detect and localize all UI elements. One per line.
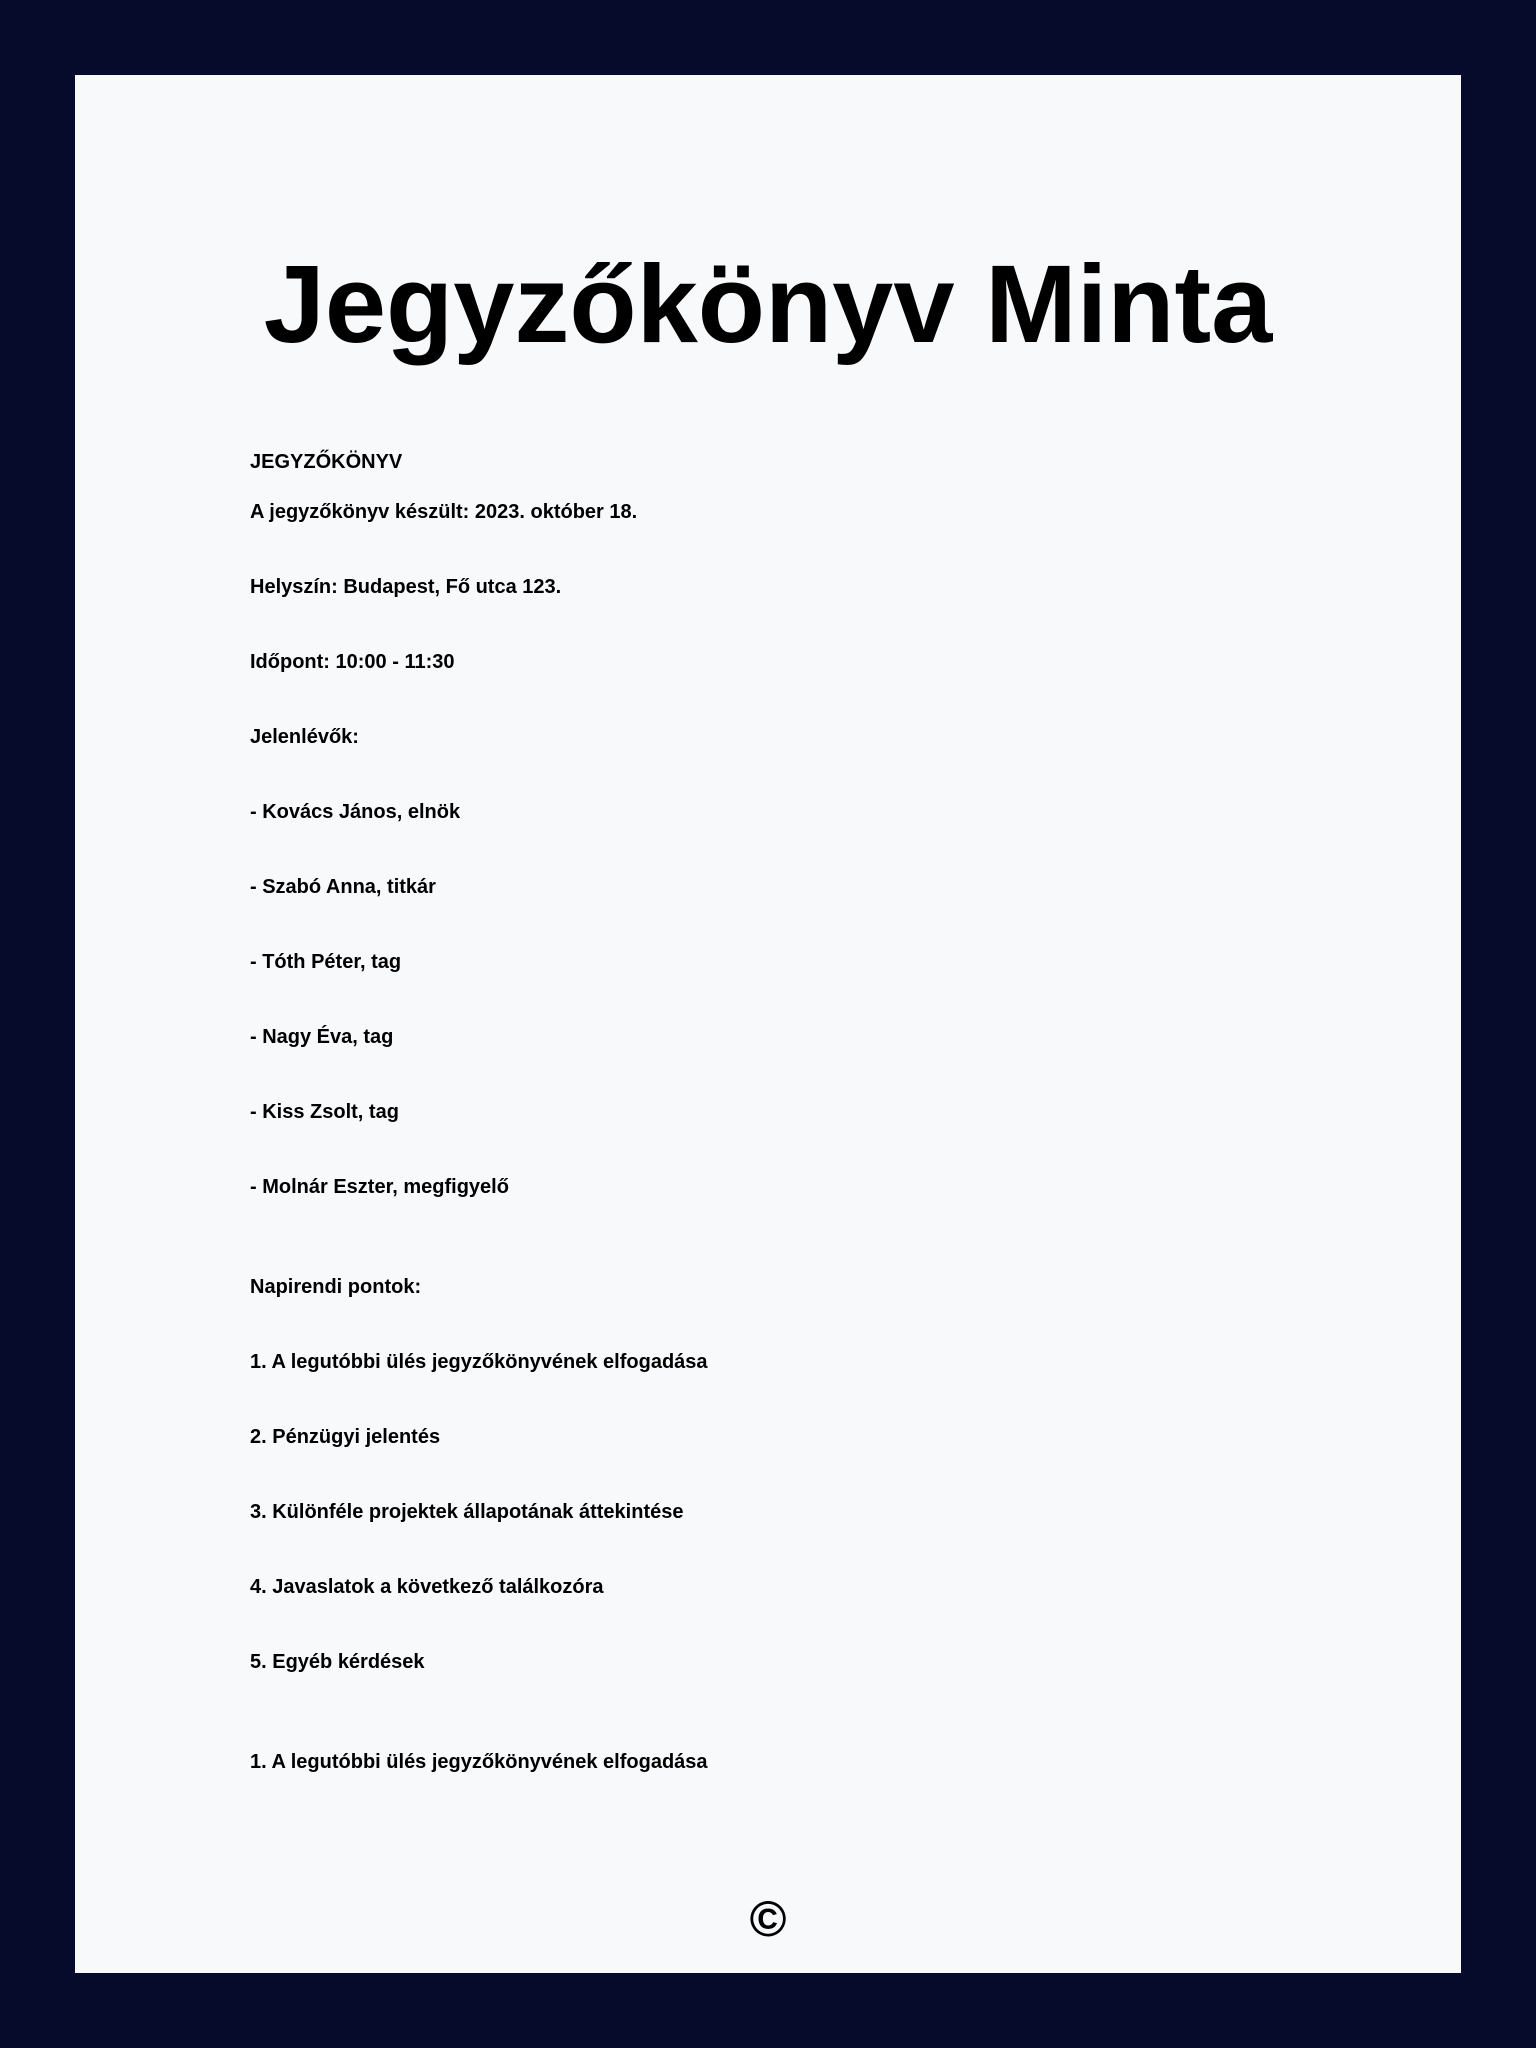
attendee-item: - Nagy Éva, tag (250, 1026, 394, 1048)
agenda-item: 5. Egyéb kérdések (250, 1651, 425, 1673)
document-made-date: A jegyzőkönyv készült: 2023. október 18. (250, 501, 638, 523)
attendee-item: - Molnár Eszter, megfigyelő (250, 1176, 509, 1198)
document-title: Jegyzőkönyv Minta (263, 243, 1273, 366)
attendee-item: - Kiss Zsolt, tag (250, 1101, 399, 1123)
agenda-item: 4. Javaslatok a következő találkozóra (250, 1576, 604, 1598)
document-location: Helyszín: Budapest, Fő utca 123. (250, 576, 562, 598)
copyright-icon: © (749, 1891, 787, 1947)
document-time: Időpont: 10:00 - 11:30 (250, 651, 455, 673)
attendee-item: - Szabó Anna, titkár (250, 876, 436, 898)
agenda-item: 2. Pénzügyi jelentés (250, 1426, 441, 1448)
document-page (75, 75, 1461, 1973)
agenda-item: 1. A legutóbbi ülés jegyzőkönyvének elfogadása (250, 1351, 708, 1373)
attendee-item: - Kovács János, elnök (250, 801, 461, 823)
agenda-item: 3. Különféle projektek állapotának áttekintése (250, 1501, 684, 1523)
document-heading: JEGYZŐKÖNYV (250, 451, 403, 473)
section-heading: 1. A legutóbbi ülés jegyzőkönyvének elfogadása (250, 1751, 708, 1773)
attendees-label: Jelenlévők: (250, 726, 359, 748)
agenda-label: Napirendi pontok: (250, 1276, 422, 1298)
attendee-item: - Tóth Péter, tag (250, 951, 402, 973)
